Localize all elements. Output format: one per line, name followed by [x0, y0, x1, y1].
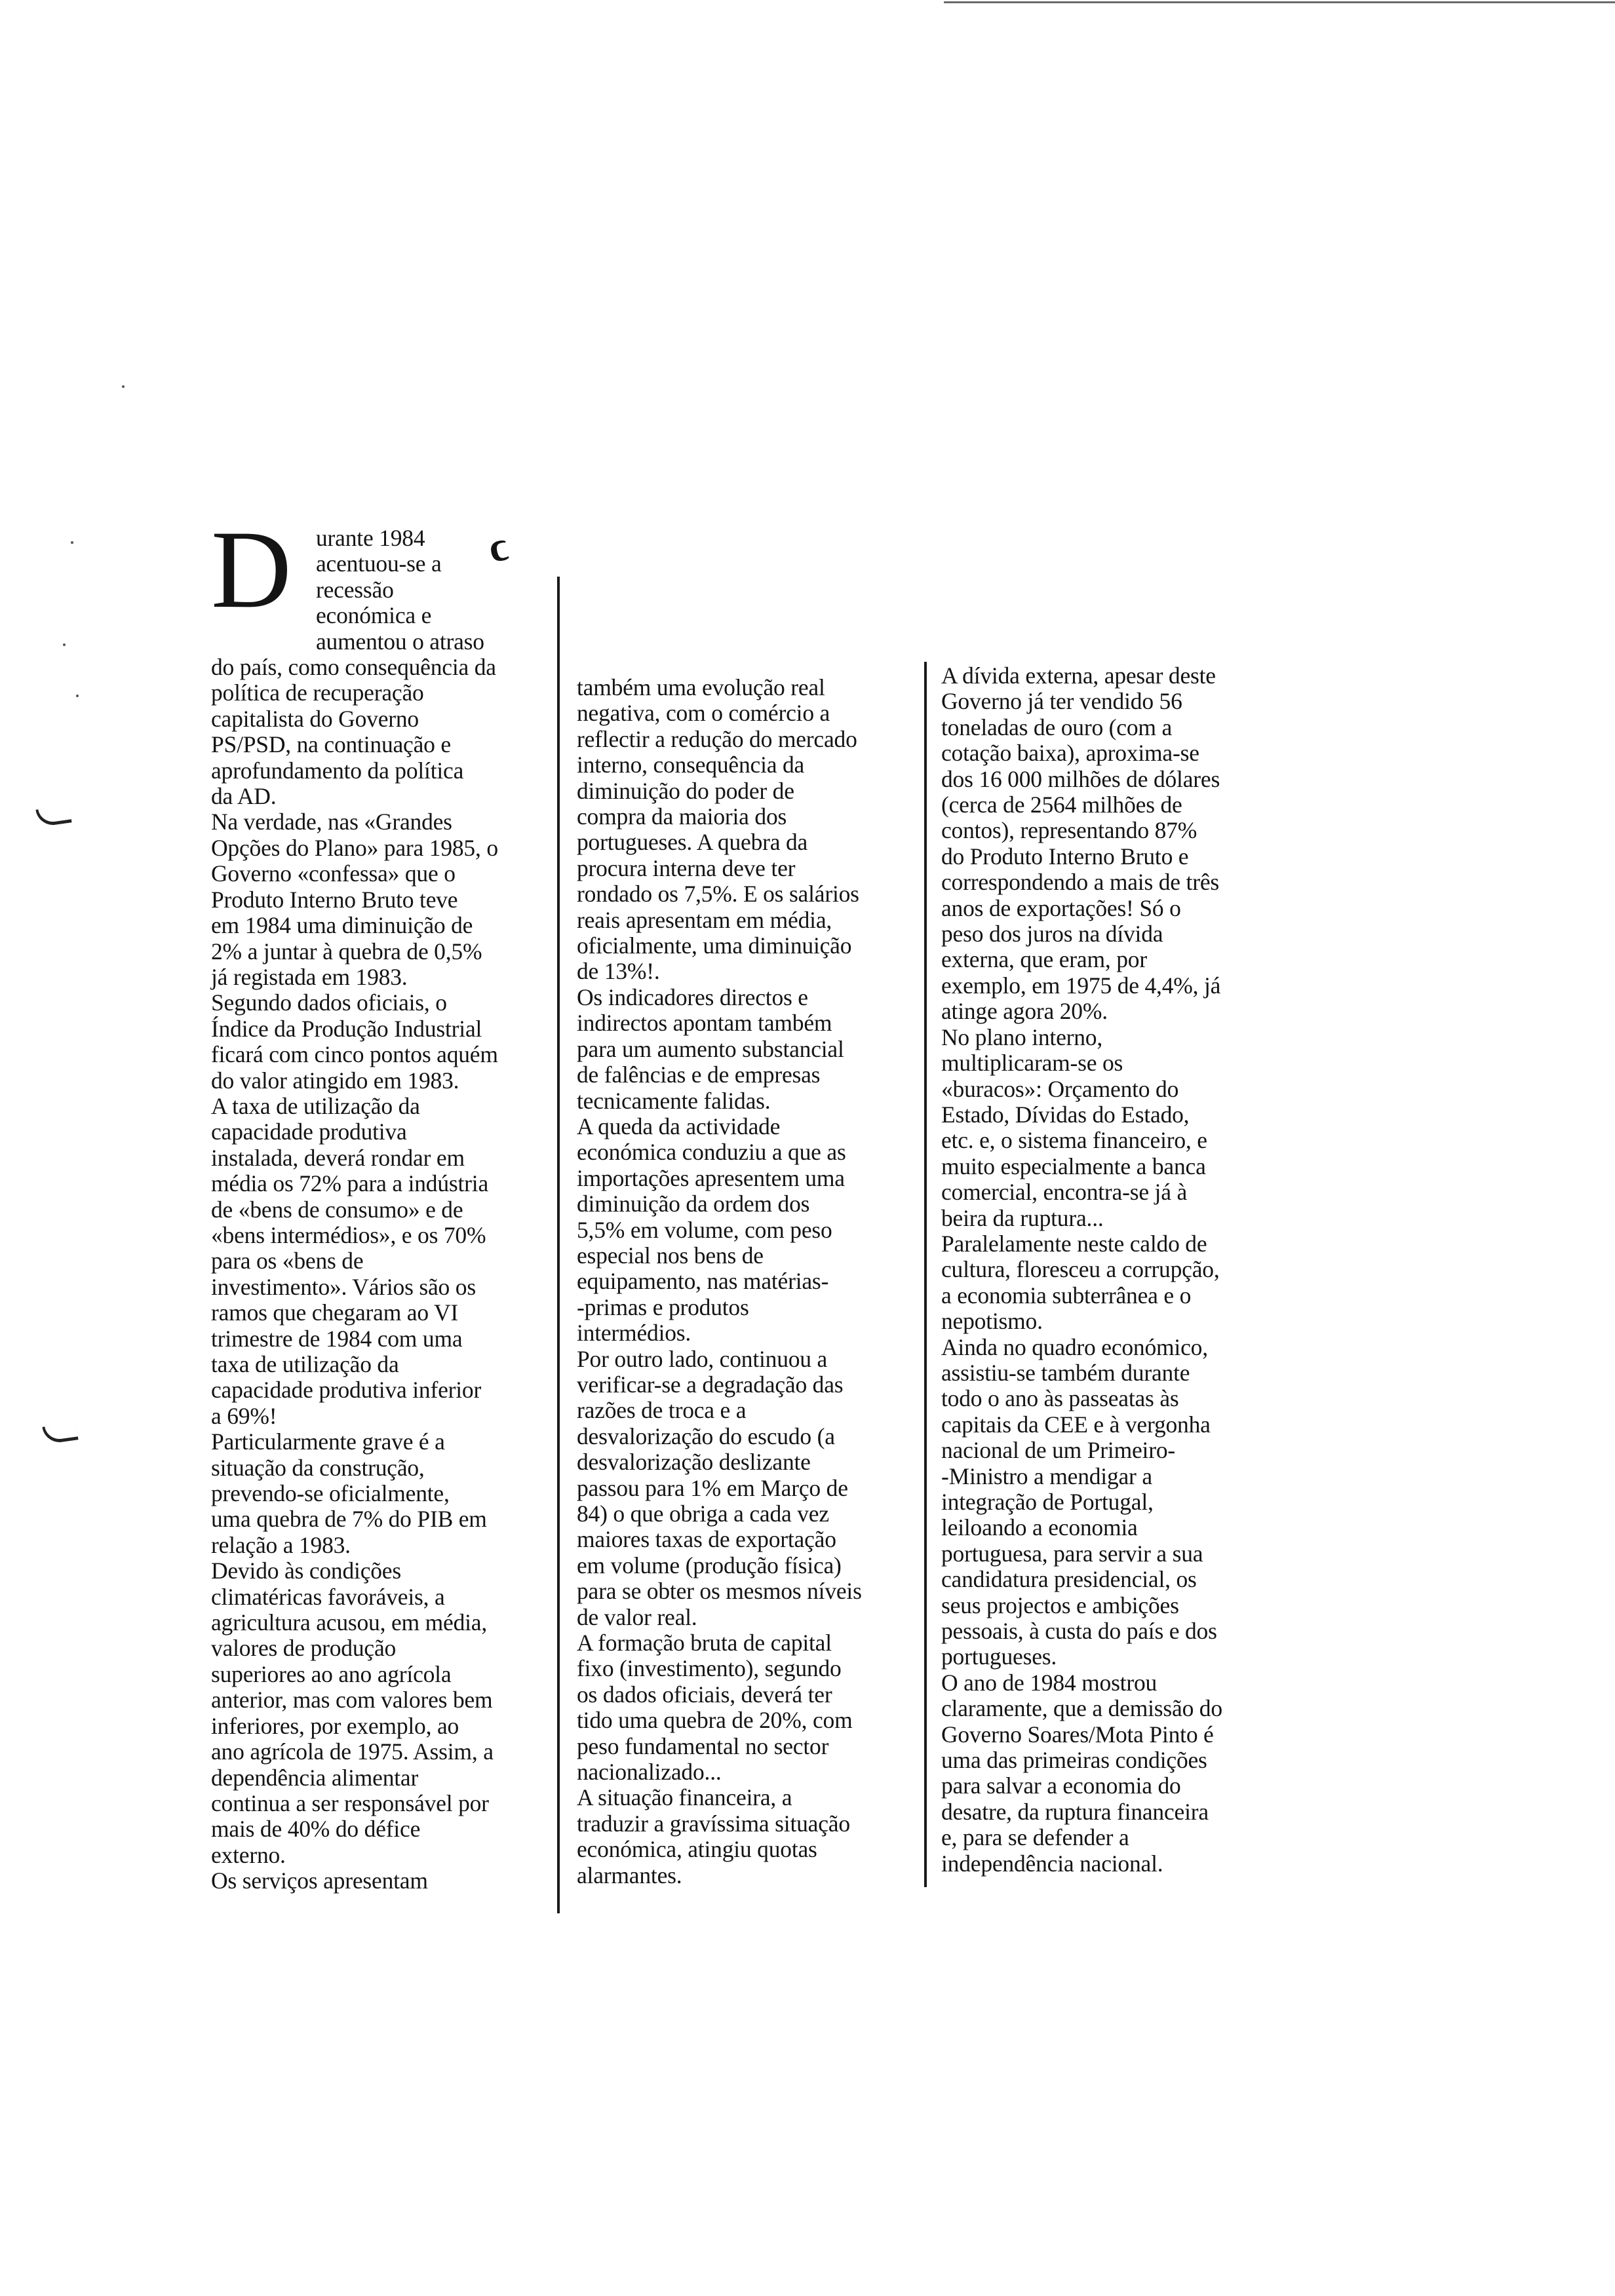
scan-speck [63, 643, 66, 646]
column-3 [941, 663, 1308, 1877]
paragraph: A formação bruta de capital fixo (investimento), segundo os dados oficiais, deverá ter tido uma quebra de 20%, com peso fundamental no sector nacionalizado... [577, 1630, 853, 1786]
margin-check-mark [35, 805, 71, 828]
paragraph: Os indicadores directos e indirectos apontam também para um aumento substancial de falências e de empresas tecnicamente falidas. [577, 984, 844, 1114]
paragraph: A dívida externa, apesar deste Governo já ter vendido 56 toneladas de ouro (com a cotação baixa), aproxima-se dos 16 000 milhões de dólares (cerca de 2564 milhões de contos), representando 87% do Produto Interno Bruto e correspondendo a mais de três anos de exportações! Só o peso dos juros na dívida externa, que eram, por exemplo, em 1975 de 4,4%, já atinge agora 20%. [941, 662, 1221, 1025]
column-2 [577, 675, 931, 1888]
paragraph: Segundo dados oficiais, o Índice da Produção Industrial ficará com cinco pontos aquém do valor atingido em 1983. [211, 989, 498, 1094]
scan-speck [76, 695, 79, 697]
column-rule [924, 662, 927, 1887]
paragraph: No plano interno, multiplicaram-se os «buracos»: Orçamento do Estado, Dívidas do Estado, etc. e, o sistema financeiro, e muito especialmente a banca comercial, encontra-se já à beira da ruptura... [941, 1024, 1207, 1231]
paragraph: O ano de 1984 mostrou claramente, que a demissão do Governo Soares/Mota Pinto é uma das primeiras condições para salvar a economia do desatre, da ruptura financeira e, para se defender a independência nacional. [941, 1669, 1222, 1877]
paragraph: A queda da actividade económica conduziu a que as importações apresentem uma diminuição da ordem dos 5,5% em volume, com peso especial nos bens de equipamento, nas matérias- -primas e produtos intermédios. [577, 1113, 846, 1347]
paragraph: A taxa de utilização da capacidade produtiva instalada, deverá rondar em média os 72% para a indústria de «bens de consumo» e de «bens intermédios», e os 70% para os «bens de investimento». Vários são os ramos que chegaram ao VI trimestre de 1984 com uma taxa de utilização da capacidade produtiva inferior a 69%! [211, 1092, 489, 1429]
paragraph: Particularmente grave é a situação da construção, prevendo-se oficialmente, uma quebra de 7% do PIB em relação a 1983. [211, 1428, 487, 1558]
column-rule [557, 577, 560, 1913]
paragraph: Devido às condições climatéricas favoráveis, a agricultura acusou, em média, valores de produção superiores ao ano agrícola anterior, mas com valores bem inferiores, por exemplo, ao ano agrícola de 1975. Assim, a dependência alimentar continua a ser responsável por mais de 40% do défice externo. [211, 1558, 494, 1868]
column-1 [211, 508, 552, 1894]
intro-text: urante 1984 acentuou-se a recessão económica e aumentou o atraso [316, 525, 484, 655]
paragraph: também uma evolução real negativa, com o comércio a reflectir a redução do mercado interno, consequência da diminuição do poder de compra da maioria dos portugueses. A quebra da procura interna deve ter rondado os 7,5%. E os salários reais apresentam em média, oficialmente, uma diminuição de 13%!. [577, 674, 859, 985]
paragraph: Paralelamente neste caldo de cultura, floresceu a corrupção, a economia subterrânea e o nepotismo. [941, 1230, 1220, 1335]
paragraph: do país, como consequência da política de recuperação capitalista do Governo PS/PSD, na continuação e aprofundamento da política da AD. [211, 654, 496, 810]
paragraph: Por outro lado, continuou a verificar-se a degradação das razões de troca e a desvalorização do escudo (a desvalorização deslizante passou para 1% em Março de 84) o que obriga a cada vez maiores taxas de exportação em volume (produção física) para se obter os mesmos níveis de valor real. [577, 1345, 862, 1630]
drop-cap: D [211, 508, 292, 631]
paragraph: A situação financeira, a traduzir a gravíssima situação económica, atingiu quotas alarmantes. [577, 1784, 850, 1888]
paragraph: Na verdade, nas «Grandes Opções do Plano» para 1985, o Governo «confessa» que o Produto Interno Bruto teve em 1984 uma diminuição de 2% a juntar à quebra de 0,5% já registada em 1983. [211, 809, 498, 990]
scan-speck [71, 541, 73, 544]
handwritten-mark: ϲ [484, 522, 513, 572]
paragraph: Os serviços apresentam [211, 1867, 428, 1894]
scan-edge-line [944, 1, 1615, 3]
scan-speck [122, 385, 125, 388]
paragraph: Ainda no quadro económico, assistiu-se também durante todo o ano às passeatas às capitais da CEE e à vergonha nacional de um Primeiro- -Ministro a mendigar a integração de Portugal, leiloando a economia portuguesa, para servir a sua candidatura presidencial, os seus projectos e ambições pessoais, à custa do país e dos portugueses. [941, 1333, 1217, 1670]
margin-check-mark [42, 1423, 78, 1445]
